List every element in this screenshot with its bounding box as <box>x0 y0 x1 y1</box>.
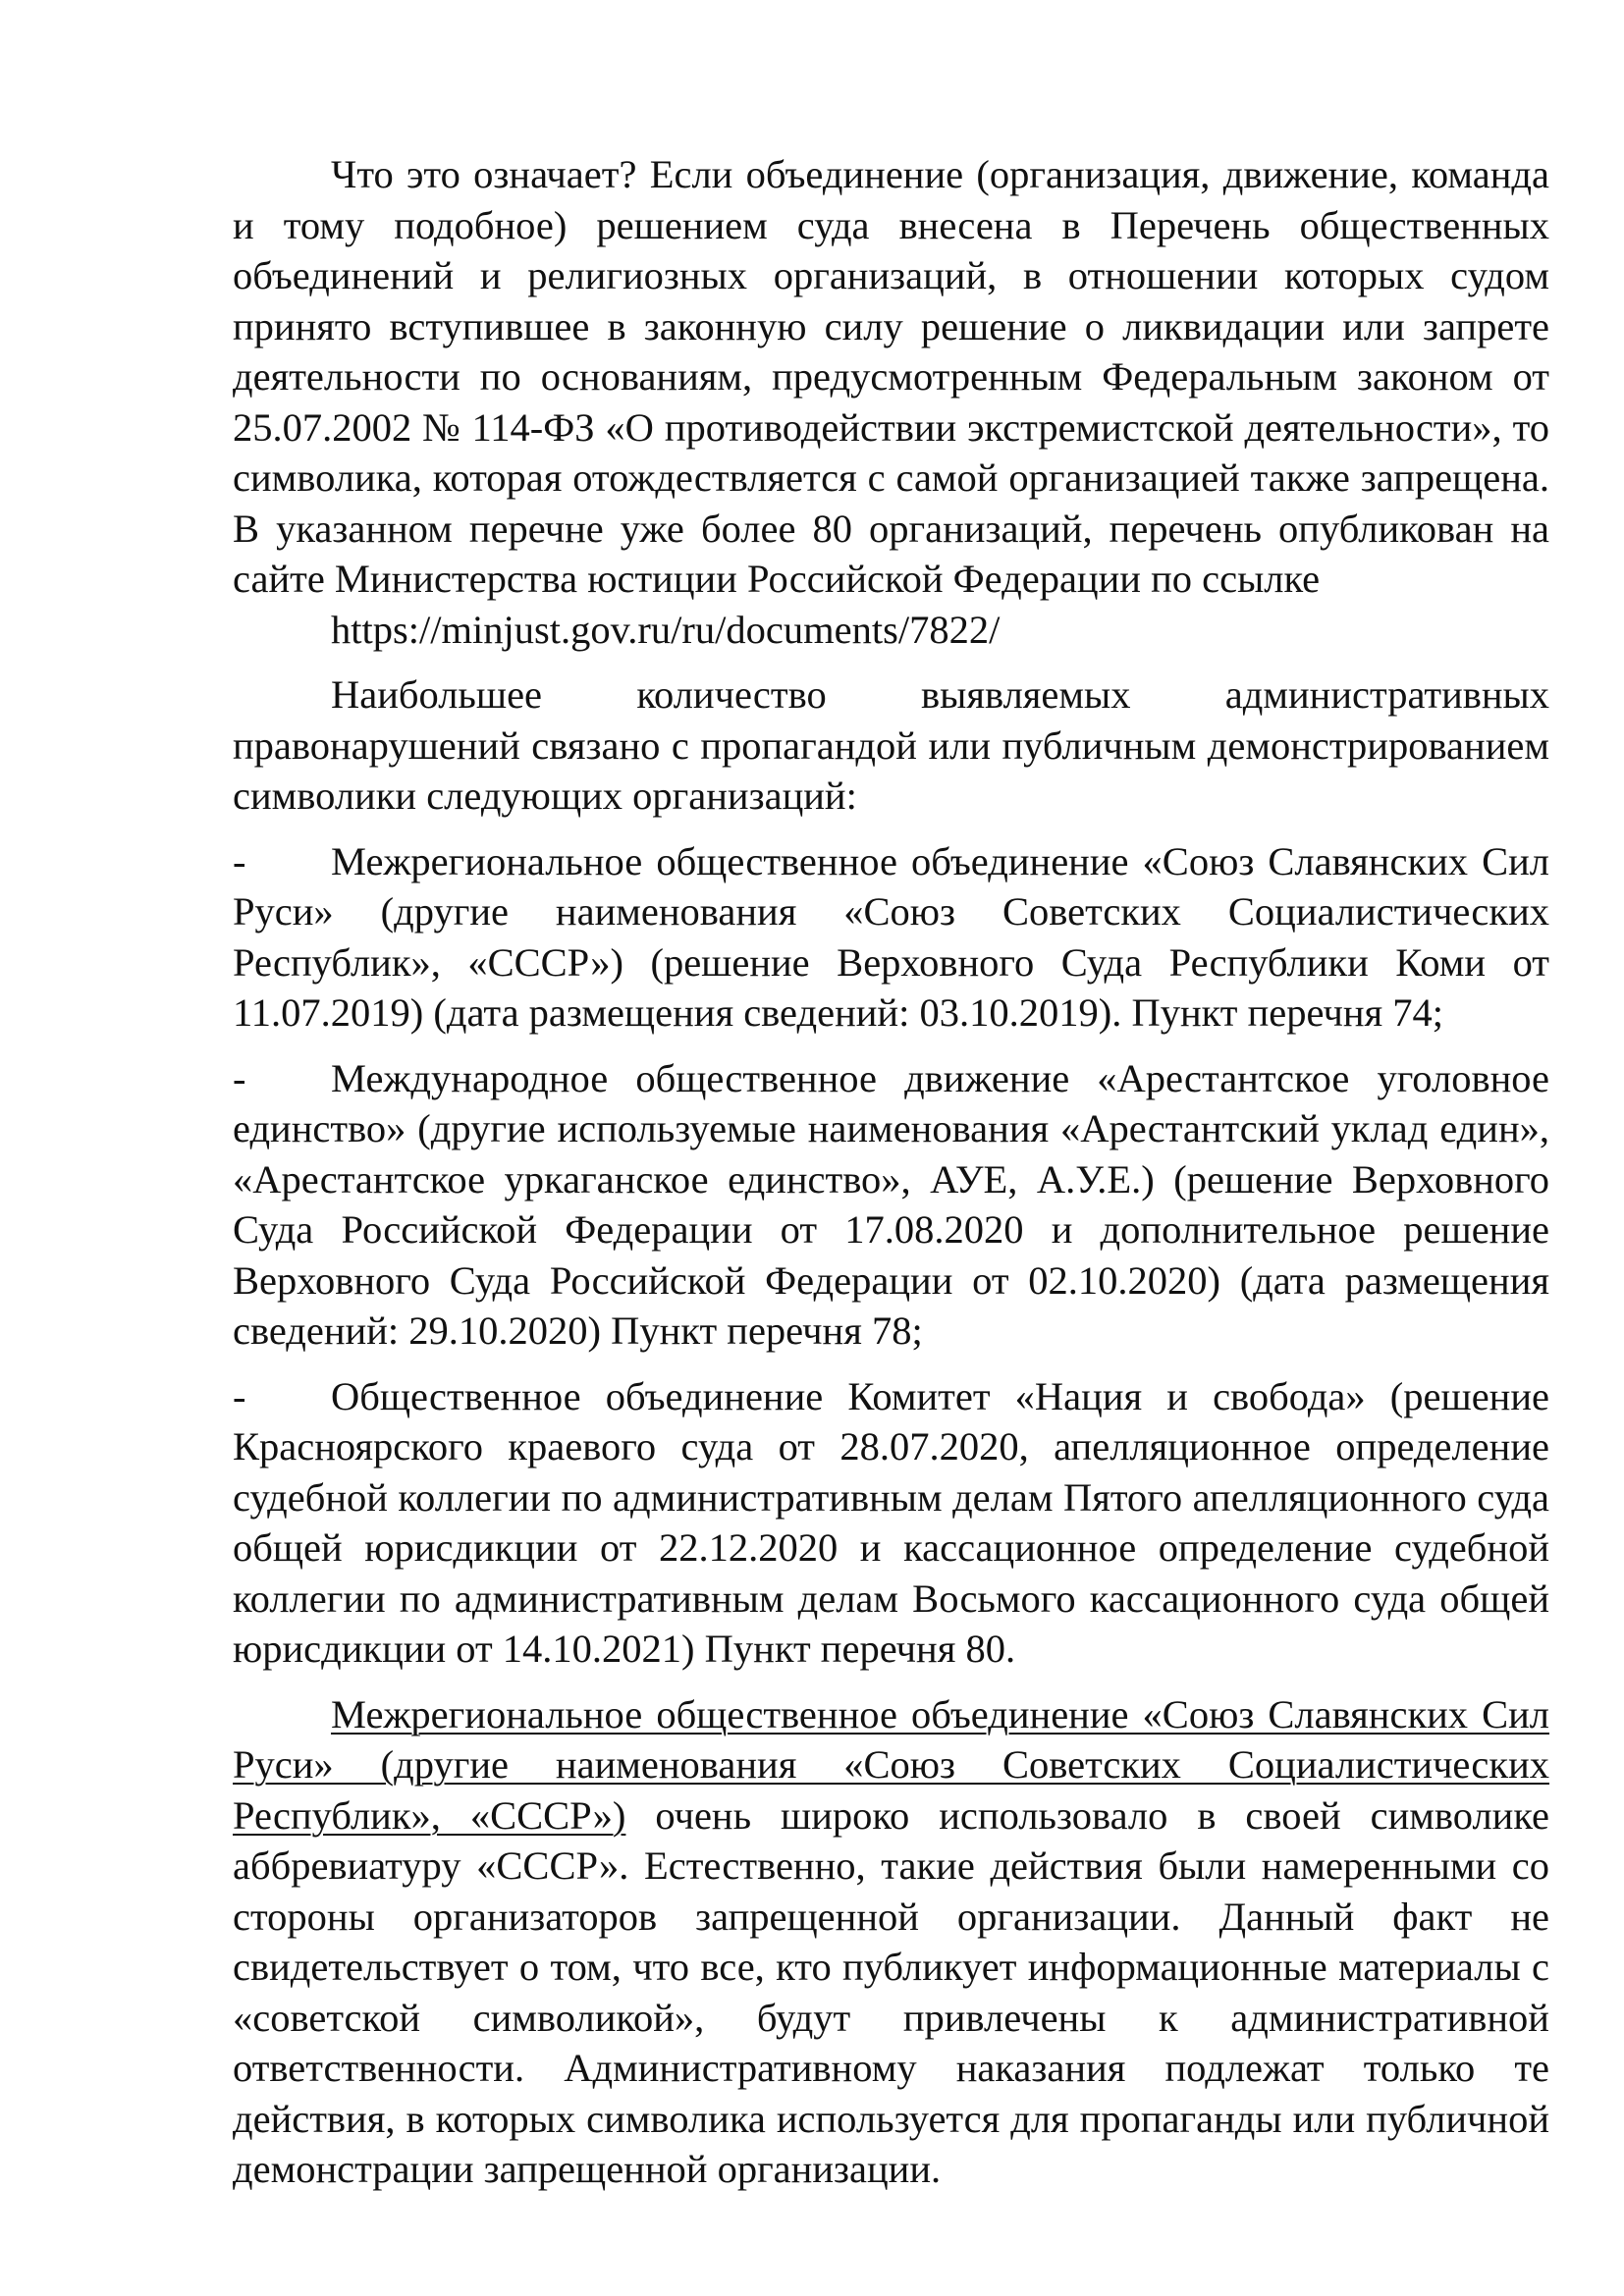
document-body <box>233 149 1549 2210</box>
list-item <box>233 836 1549 1039</box>
list-item-text: Межрегиональное общественное объединение «Союз Славянских Сил Руси» (другие наименования «Союз Советских Социалистических Республик», «СССР») (решение Верховного Суда Республики Коми от 11.07.2019) (дата размещения сведений: 03.10.2019). Пункт перечня 74; <box>233 838 1549 1035</box>
paragraph-violations-intro: Наибольшее количество выявляемых административных правонарушений связано с пропагандой или публичным демонстрированием символики следующих организаций: <box>233 672 1549 818</box>
list-dash: - <box>233 1055 246 1100</box>
underlined-organization-name: Межрегиональное общественное объединение «Союз Славянских Сил Руси» (другие наименования «Союз Советских Социалистических Республик», «СССР») <box>233 1691 1549 1838</box>
list-item-text: Общественное объединение Комитет «Нация и свобода» (решение Красноярского краевого суда от 28.07.2020, апелляционное определение судебной коллегии по административным делам Пятого апелляционного суда общей юрисдикции от 22.12.2020 и кассационное определение судебной коллегии по административным делам Восьмого кассационного суда общей юрисдикции от 14.10.2021) Пункт перечня 80. <box>233 1373 1549 1671</box>
list-dash: - <box>233 838 246 883</box>
list-dash: - <box>233 1373 246 1418</box>
list-item <box>233 1053 1549 1357</box>
list-item-text: Международное общественное движение «Арестантское уголовное единство» (другие используемые наименования «Арестантский уклад един», «Арестантское уркаганское единство», АУЕ, А.У.Е.) (решение Верховного Суда Российской Федерации от 17.08.2020 и дополнительное решение Верховного Суда Российской Федерации от 02.10.2020) (дата размещения сведений: 29.10.2020) Пункт перечня 78; <box>233 1055 1549 1353</box>
paragraph-symbolism-text: очень широко использовало в своей символике аббревиатуру «СССР». Естественно, такие действия были намеренными со стороны организаторов запрещенной организации. Данный факт не свидетельствует о том, что все, кто публикует информационные материалы с «советской символикой», будут привлечены к административной ответственности. Административному наказания подлежат только те действия, в которых символика используется для пропаганды или публичной демонстрации запрещенной организации. <box>233 1792 1549 2191</box>
list-item <box>233 1371 1549 1675</box>
paragraph-symbolism <box>233 1689 1549 2195</box>
paragraph-explanation <box>233 149 1549 655</box>
paragraph-explanation-text: Что это означает? Если объединение (организация, движение, команда и тому подобное) решением суда внесена в Перечень общественных объединений и религиозных организаций, в отношении которых судом принято вступившее в законную силу решение о ликвидации или запрете деятельности по основаниям, предусмотренным Федеральным законом от 25.07.2002 № 114-ФЗ «О противодействии экстремистской деятельности», то символика, которая отождествляется с самой организацией также запрещена. В указанном перечне уже более 80 организаций, перечень опубликован на сайте Министерства юстиции Российской Федерации по ссылке <box>233 152 1549 601</box>
minjust-link[interactable]: https://minjust.gov.ru/ru/documents/7822/ <box>331 607 1001 652</box>
